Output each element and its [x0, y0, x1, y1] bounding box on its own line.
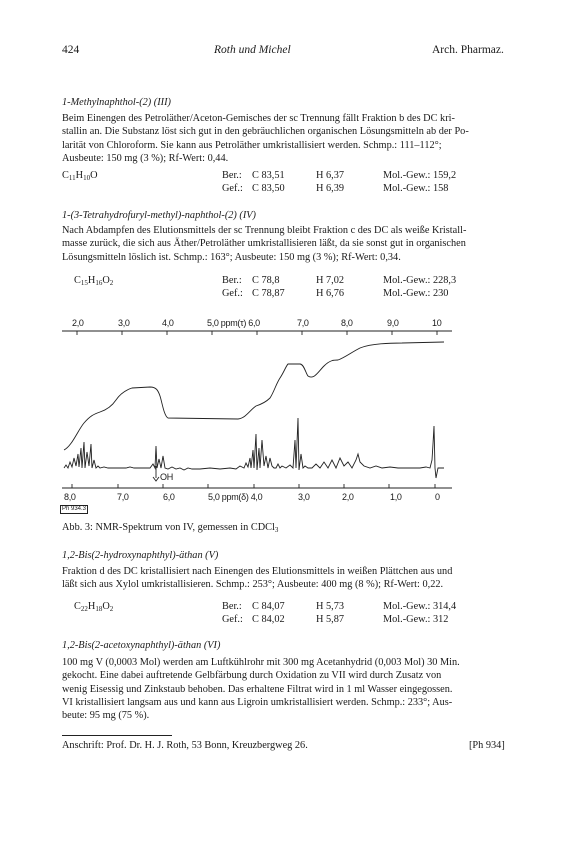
- analysis-hydrogen: H 6,76: [316, 288, 345, 299]
- figure-code-badge: Ph 934.3: [62, 506, 87, 512]
- tau-scale-label: 5,0 ppm(τ) 6,0: [207, 318, 260, 328]
- paragraph-line: läßt sich aus Xylol umkristallisieren. Schmp.: 253°; Ausbeute: 400 mg (8 %); Rf-Wert: 0,22.: [62, 579, 444, 591]
- delta-scale-label: 6,0: [163, 492, 175, 502]
- analysis-carbon: C 83,50: [252, 183, 285, 194]
- tau-scale-label: 10: [432, 318, 442, 328]
- analysis-mol-weight: Mol.-Gew.: 228,3: [383, 275, 457, 286]
- analysis-label: Ber.:: [222, 275, 242, 286]
- paragraph-line: VI kristallisiert langsam aus und kann aus Ligroin umkristallisiert werden. Schmp.: 233°; Aus-: [62, 696, 453, 708]
- section-iv-paragraph: [62, 224, 518, 264]
- analysis-label: Gef.:: [222, 288, 243, 299]
- delta-scale-label: 7,0: [117, 492, 129, 502]
- nmr-spectrum-figure: [60, 318, 460, 520]
- analysis-mol-weight: Mol.-Gew.: 312: [383, 614, 449, 625]
- delta-scale-label: 2,0: [342, 492, 354, 502]
- delta-scale-label: 3,0: [298, 492, 310, 502]
- paragraph-line: Nach Abdampfen des Elutionsmittels der sc Trennung bleibt Fraktion c des DC als weiße Kristall-: [62, 225, 467, 236]
- section-title-v: 1,2-Bis(2-hydroxynaphthyl)-äthan (V): [62, 550, 219, 561]
- oh-peak-label: OH: [160, 472, 173, 482]
- analysis-carbon: C 78,87: [252, 288, 285, 299]
- paragraph-line: Ausbeute: 150 mg (3 %); Rf-Wert: 0,44.: [62, 152, 229, 164]
- paragraph-line: wenig Eisessig und Zinkstaub behoben. Das erhaltene Filtrat wird in 1 ml Wasser eingegossen.: [62, 683, 453, 695]
- analysis-hydrogen: H 5,87: [316, 614, 345, 625]
- page-number: 424: [62, 44, 80, 56]
- paragraph-line: gekocht. Eine dabei auftretende Gelbfärbung durch Oxidation zu VII wird durch Zusatz von: [62, 670, 442, 682]
- section-title-iv: 1-(3-Tetrahydrofuryl-methyl)-naphthol-(2) (IV): [62, 210, 256, 221]
- analysis-label: Ber.:: [222, 170, 242, 181]
- section-iii-paragraph: [62, 112, 518, 165]
- tau-scale-label: 7,0: [297, 318, 309, 328]
- paragraph-line: larität von Chloroform. Sie kann aus Petroläther umkristallisiert werden. Schmp.: 111–112°;: [62, 139, 442, 151]
- paragraph-line: 100 mg V (0,0003 Mol) werden am Luftkühlrohr mit 300 mg Acetanhydrid (0,003 Mol) 30 Min.: [62, 657, 460, 668]
- analysis-carbon: C 84,02: [252, 614, 285, 625]
- tau-scale-label: 3,0: [118, 318, 130, 328]
- formula-iv: $C_{15}H_{16}O_2$: [74, 275, 114, 287]
- formula-iii: $C_{11}H_{10}O$: [62, 170, 98, 182]
- delta-scale-label: 5,0 ppm(δ) 4,0: [208, 492, 263, 502]
- paragraph-line: Fraktion d des DC kristallisiert nach Einengen des Elutionsmittels in weißen Plättchen aus und: [62, 566, 453, 577]
- tau-scale-label: 2,0: [72, 318, 84, 328]
- footnote-rule: [62, 735, 172, 736]
- manuscript-reference: [Ph 934]: [469, 740, 505, 751]
- analysis-hydrogen: H 6,37: [316, 170, 345, 181]
- delta-scale-label: 0: [435, 492, 440, 502]
- analysis-hydrogen: H 6,39: [316, 183, 345, 194]
- nmr-spectrum-trace: [60, 318, 460, 520]
- paragraph-line: beute: 95 mg (75 %).: [62, 710, 150, 722]
- analysis-hydrogen: H 5,73: [316, 601, 345, 612]
- analysis-label: Gef.:: [222, 183, 243, 194]
- analysis-carbon: C 83,51: [252, 170, 285, 181]
- tau-scale-label: 9,0: [387, 318, 399, 328]
- formula-v: $C_{22}H_{18}O_2$: [74, 601, 114, 613]
- section-title-iii: 1-Methylnaphthol-(2) (III): [62, 97, 171, 108]
- analysis-mol-weight: Mol.-Gew.: 314,4: [383, 601, 457, 612]
- figure-caption: Abb. 3: NMR-Spektrum von IV, gemessen in CDCl$_3$: [62, 522, 279, 534]
- analysis-mol-weight: Mol.-Gew.: 159,2: [383, 170, 457, 181]
- analysis-carbon: C 78,8: [252, 275, 280, 286]
- paragraph-line: Lösungsmitteln löslich ist. Schmp.: 163°; Ausbeute: 150 mg (3 %); Rf-Wert: 0,34.: [62, 251, 401, 263]
- analysis-label: Gef.:: [222, 614, 243, 625]
- paragraph-line: stallin an. Die Substanz löst sich gut in den gebräuchlichen organischen Lösungsmitteln ab der Po-: [62, 126, 469, 138]
- section-title-vi: 1,2-Bis(2-acetoxynaphthyl)-äthan (VI): [62, 640, 221, 651]
- analysis-label: Ber.:: [222, 601, 242, 612]
- tau-scale-label: 8,0: [341, 318, 353, 328]
- analysis-carbon: C 84,07: [252, 601, 285, 612]
- delta-scale-label: 1,0: [390, 492, 402, 502]
- section-v-paragraph: [62, 565, 518, 592]
- journal-name: Arch. Pharmaz.: [432, 44, 504, 56]
- paragraph-line: masse zurück, die sich aus Äther/Petroläther umkristallisieren läßt, da sie sonst gut in organischen: [62, 238, 466, 250]
- delta-scale-label: 8,0: [64, 492, 76, 502]
- analysis-mol-weight: Mol.-Gew.: 158: [383, 183, 449, 194]
- analysis-mol-weight: Mol.-Gew.: 230: [383, 288, 449, 299]
- paragraph-line: Beim Einengen des Petroläther/Aceton-Gemisches der sc Trennung fällt Fraktion b des DC kri-: [62, 113, 455, 124]
- tau-scale-label: 4,0: [162, 318, 174, 328]
- running-authors: Roth und Michel: [214, 44, 291, 56]
- section-vi-paragraph: [62, 656, 518, 722]
- analysis-hydrogen: H 7,02: [316, 275, 345, 286]
- author-address: Anschrift: Prof. Dr. H. J. Roth, 53 Bonn, Kreuzbergweg 26.: [62, 740, 308, 751]
